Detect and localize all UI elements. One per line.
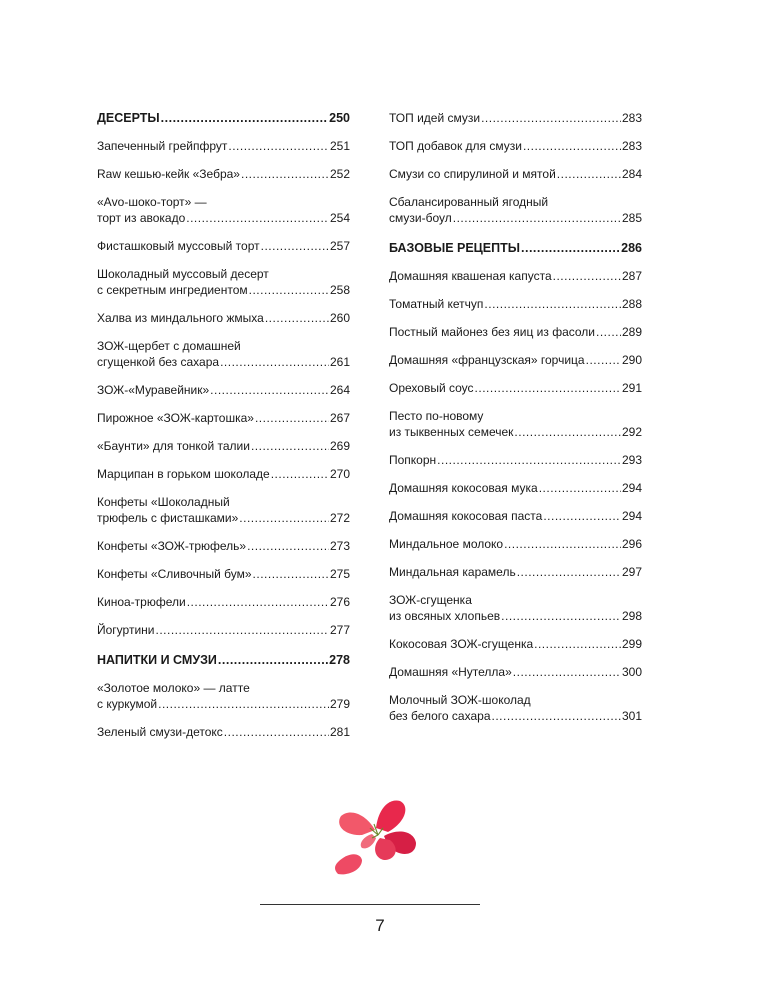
toc-line	[389, 664, 642, 680]
page-ref: 277	[329, 623, 350, 637]
entry-title: Марципан в горьком шоколаде	[97, 467, 270, 481]
toc-entry	[389, 166, 642, 182]
toc-entry	[389, 508, 642, 524]
toc-entry	[97, 724, 350, 740]
dot-leader	[155, 622, 328, 638]
entry-title: Халва из миндального жмыха	[97, 311, 264, 325]
page-ref: 287	[621, 269, 642, 283]
toc-entry	[389, 636, 642, 652]
entry-title: Домашняя кокосовая мука	[389, 481, 538, 495]
footer-rule	[260, 904, 480, 905]
toc-line	[389, 324, 642, 340]
section-title: БАЗОВЫЕ РЕЦЕПТЫ	[389, 241, 520, 255]
toc-entry	[389, 268, 642, 284]
page-ref: 299	[621, 637, 642, 651]
page-ref: 260	[329, 311, 350, 325]
toc-entry	[389, 110, 642, 126]
entry-title: Зеленый смузи-детокс	[97, 725, 223, 739]
toc-line	[389, 452, 642, 468]
page-ref: 288	[621, 297, 642, 311]
toc-line	[97, 266, 350, 282]
toc-entry	[389, 324, 642, 340]
entry-title: Raw кешью-кейк «Зебра»	[97, 167, 240, 181]
toc-entry	[389, 408, 642, 440]
page-ref: 301	[621, 709, 642, 723]
dot-leader	[161, 110, 328, 126]
entry-title: ЗОЖ-щербет с домашней	[97, 339, 241, 353]
section-title: ДЕСЕРТЫ	[97, 111, 160, 125]
toc-line	[97, 566, 350, 582]
toc-entry	[389, 352, 642, 368]
dot-leader	[523, 138, 621, 154]
entry-title: из тыквенных семечек	[389, 425, 514, 439]
toc-entry	[97, 594, 350, 610]
toc-line	[389, 296, 642, 312]
toc-line	[97, 166, 350, 182]
toc-line	[389, 110, 642, 126]
entry-title: трюфель с фисташками»	[97, 511, 239, 525]
dot-leader	[513, 664, 621, 680]
toc-line	[389, 592, 642, 608]
toc-entry	[389, 138, 642, 154]
toc-section	[97, 652, 350, 668]
toc-entry	[97, 266, 350, 298]
toc-line	[97, 494, 350, 510]
entry-title: Песто по-новому	[389, 409, 484, 423]
entry-title: ЗОЖ-сгущенка	[389, 593, 472, 607]
toc-line	[389, 240, 642, 256]
toc-line	[389, 708, 642, 724]
page-ref: 296	[621, 537, 642, 551]
page-ref: 292	[621, 425, 642, 439]
dot-leader	[224, 724, 329, 740]
toc-line	[389, 408, 642, 424]
toc-entry	[97, 310, 350, 326]
page-ref: 252	[329, 167, 350, 181]
dot-leader	[218, 652, 328, 668]
toc-line	[97, 696, 350, 712]
toc-entry	[389, 380, 642, 396]
entry-title: Миндальная карамель	[389, 565, 516, 579]
toc-line	[97, 410, 350, 426]
toc-line	[97, 652, 350, 668]
toc-column-left	[97, 110, 350, 752]
entry-title: смузи-боул	[389, 211, 452, 225]
page-ref: 291	[621, 381, 642, 395]
toc-line	[389, 608, 642, 624]
entry-title: «Баунти» для тонкой талии	[97, 439, 250, 453]
entry-title: Смузи со спирулиной и мятой	[389, 167, 556, 181]
toc-entry	[97, 538, 350, 554]
toc-line	[389, 268, 642, 284]
dot-leader	[504, 536, 621, 552]
fallen-petal	[335, 854, 362, 874]
toc-line	[389, 692, 642, 708]
toc-line	[389, 352, 642, 368]
entry-title: Фисташковый муссовый торт	[97, 239, 260, 253]
entry-title: Запеченный грейпфрут	[97, 139, 228, 153]
toc-entry	[97, 166, 350, 182]
dot-leader	[586, 352, 621, 368]
toc-line	[389, 636, 642, 652]
toc-entry	[389, 564, 642, 580]
dot-leader	[534, 636, 621, 652]
toc-line	[97, 110, 350, 126]
entry-title: «Золотое молоко» — латте	[97, 681, 250, 695]
dot-leader	[437, 452, 621, 468]
page-ref: 267	[329, 411, 350, 425]
dot-leader	[158, 696, 329, 712]
entry-title: Домашняя «Нутелла»	[389, 665, 512, 679]
toc-entry	[389, 480, 642, 496]
page-ref: 300	[621, 665, 642, 679]
toc-entry	[97, 382, 350, 398]
toc-line	[389, 536, 642, 552]
toc-line	[97, 338, 350, 354]
toc-entry	[389, 664, 642, 680]
dot-leader	[492, 708, 621, 724]
toc-line	[97, 310, 350, 326]
entry-title: ТОП добавок для смузи	[389, 139, 522, 153]
entry-title: Домашняя квашеная капуста	[389, 269, 552, 283]
entry-title: Пирожное «ЗОЖ-картошка»	[97, 411, 254, 425]
dot-leader	[186, 210, 329, 226]
toc-line	[389, 508, 642, 524]
page-ref: 290	[621, 353, 642, 367]
page-ref: 258	[329, 283, 350, 297]
toc-line	[97, 282, 350, 298]
dot-leader	[220, 354, 329, 370]
dot-leader	[453, 210, 621, 226]
entry-title: Домашняя «французская» горчица	[389, 353, 585, 367]
toc-entry	[97, 438, 350, 454]
entry-title: Домашняя кокосовая паста	[389, 509, 543, 523]
dot-leader	[241, 166, 329, 182]
dot-leader	[187, 594, 329, 610]
dot-leader	[249, 282, 329, 298]
page-ref: 289	[621, 325, 642, 339]
dot-leader	[521, 240, 620, 256]
toc-entry	[389, 536, 642, 552]
toc-entry	[389, 296, 642, 312]
dot-leader	[543, 508, 621, 524]
entry-title: с куркумой	[97, 697, 158, 711]
page-ref: 283	[621, 111, 642, 125]
toc-entry	[97, 566, 350, 582]
dot-leader	[228, 138, 329, 154]
toc-line	[97, 680, 350, 696]
dot-leader	[210, 382, 329, 398]
entry-title: Сбалансированный ягодный	[389, 195, 549, 209]
entry-title: Молочный ЗОЖ-шоколад	[389, 693, 531, 707]
toc-line	[97, 538, 350, 554]
page-ref: 297	[621, 565, 642, 579]
entry-title: сгущенкой без сахара	[97, 355, 220, 369]
page-ref: 261	[329, 355, 350, 369]
dot-leader	[517, 564, 621, 580]
page-ref: 276	[329, 595, 350, 609]
toc-section	[389, 240, 642, 256]
dot-leader	[265, 310, 329, 326]
toc-line	[389, 166, 642, 182]
toc-entry	[97, 494, 350, 526]
entry-title: Шоколадный муссовый десерт	[97, 267, 269, 281]
entry-title: Конфеты «Сливочный бум»	[97, 567, 252, 581]
page-ref: 298	[621, 609, 642, 623]
entry-title: Томатный кетчуп	[389, 297, 484, 311]
entry-title: торт из авокадо	[97, 211, 186, 225]
toc-column-right	[389, 110, 642, 736]
entry-title: без белого сахара	[389, 709, 491, 723]
entry-title: Кокосовая ЗОЖ-сгущенка	[389, 637, 534, 651]
dot-leader	[514, 424, 621, 440]
toc-line	[389, 138, 642, 154]
toc-entry	[97, 410, 350, 426]
dot-leader	[475, 380, 621, 396]
page-ref: 281	[329, 725, 350, 739]
dot-leader	[239, 510, 329, 526]
toc-line	[97, 238, 350, 254]
entry-title: «Аvо-шоко-торт» —	[97, 195, 207, 209]
entry-title: Постный майонез без яиц из фасоли	[389, 325, 595, 339]
dot-leader	[271, 466, 329, 482]
page-ref: 285	[621, 211, 642, 225]
dot-leader	[596, 324, 621, 340]
dot-leader	[255, 410, 329, 426]
toc-entry	[97, 238, 350, 254]
entry-title: ТОП идей смузи	[389, 111, 481, 125]
toc-line	[389, 480, 642, 496]
flower-petals	[339, 801, 416, 860]
dot-leader	[481, 110, 621, 126]
dot-leader	[253, 566, 329, 582]
page-ref: 278	[329, 653, 350, 667]
dot-leader	[501, 608, 621, 624]
toc-line	[97, 724, 350, 740]
page-ref: 294	[621, 509, 642, 523]
entry-title: Киноа-трюфели	[97, 595, 186, 609]
page-ref: 284	[621, 167, 642, 181]
entry-title: Конфеты «ЗОЖ-трюфель»	[97, 539, 247, 553]
entry-title: Йогуртини	[97, 623, 155, 637]
toc-entry	[97, 194, 350, 226]
toc-entry	[389, 452, 642, 468]
section-title: НАПИТКИ И СМУЗИ	[97, 653, 217, 667]
page-ref: 250	[329, 111, 350, 125]
flower-decoration	[328, 788, 436, 888]
toc-line	[389, 210, 642, 226]
toc-line	[97, 194, 350, 210]
toc-line	[97, 466, 350, 482]
toc-line	[97, 354, 350, 370]
page-ref: 279	[329, 697, 350, 711]
toc-line	[97, 138, 350, 154]
toc-line	[97, 210, 350, 226]
dot-leader	[247, 538, 329, 554]
page-ref: 254	[329, 211, 350, 225]
entry-title: Конфеты «Шоколадный	[97, 495, 230, 509]
page-ref: 286	[621, 241, 642, 255]
toc-entry	[389, 194, 642, 226]
toc-entry	[97, 622, 350, 638]
dot-leader	[251, 438, 329, 454]
dot-leader	[539, 480, 621, 496]
page-ref: 251	[329, 139, 350, 153]
toc-line	[97, 594, 350, 610]
page-ref: 264	[329, 383, 350, 397]
dot-leader	[261, 238, 329, 254]
toc-section	[97, 110, 350, 126]
toc-entry	[97, 138, 350, 154]
page-ref: 294	[621, 481, 642, 495]
page-ref: 273	[329, 539, 350, 553]
page-ref: 270	[329, 467, 350, 481]
entry-title: из овсяных хлопьев	[389, 609, 501, 623]
toc-line	[97, 622, 350, 638]
page-ref: 275	[329, 567, 350, 581]
dot-leader	[553, 268, 621, 284]
entry-title: ЗОЖ-«Муравейник»	[97, 383, 210, 397]
page-ref: 269	[329, 439, 350, 453]
toc-line	[389, 194, 642, 210]
toc-entry	[97, 680, 350, 712]
toc-line	[97, 510, 350, 526]
page-ref: 272	[329, 511, 350, 525]
toc-line	[389, 380, 642, 396]
entry-title: Ореховый соус	[389, 381, 474, 395]
toc-entry	[389, 692, 642, 724]
toc-line	[389, 424, 642, 440]
entry-title: Попкорн	[389, 453, 437, 467]
toc-entry	[97, 466, 350, 482]
page-ref: 283	[621, 139, 642, 153]
toc-line	[97, 438, 350, 454]
toc-line	[97, 382, 350, 398]
entry-title: Миндальное молоко	[389, 537, 504, 551]
dot-leader	[557, 166, 621, 182]
entry-title: с секретным ингредиентом	[97, 283, 248, 297]
dot-leader	[484, 296, 621, 312]
toc-line	[389, 564, 642, 580]
page-ref: 293	[621, 453, 642, 467]
toc-entry	[97, 338, 350, 370]
toc-entry	[389, 592, 642, 624]
page-ref: 257	[329, 239, 350, 253]
page-number: 7	[375, 916, 385, 935]
